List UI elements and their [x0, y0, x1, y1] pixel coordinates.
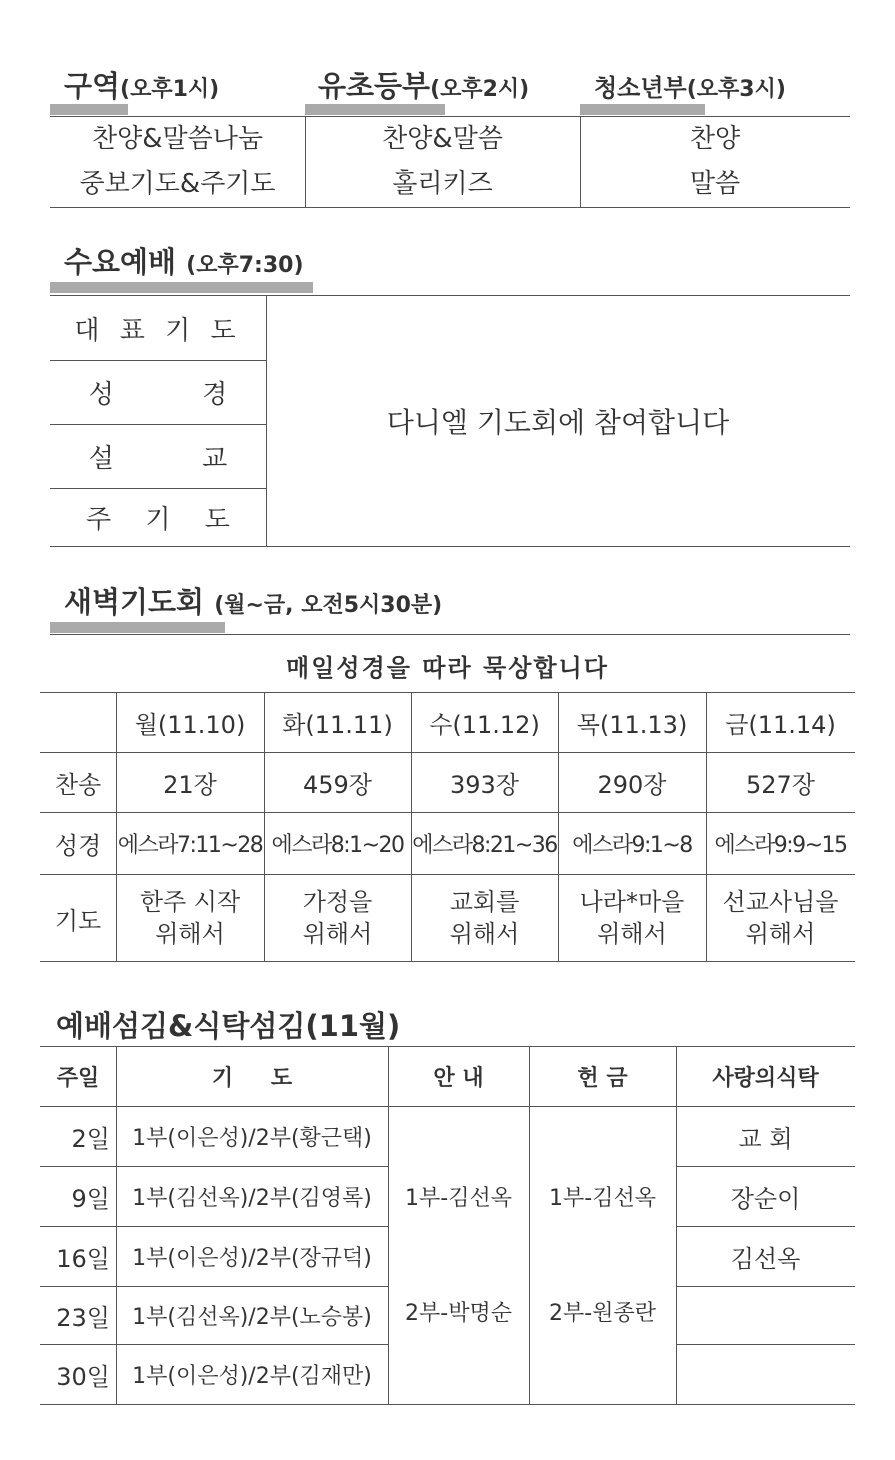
- love-table-assignment: [676, 1345, 855, 1404]
- prayer-assignment: 1부(김선옥)/2부(김영록): [132, 1186, 372, 1211]
- prayer-assignment: 1부(김선옥)/2부(노승봉): [132, 1305, 372, 1330]
- row-label: 기도: [54, 906, 102, 935]
- day-header: 수(11.12): [429, 711, 540, 739]
- section-title: 예배섬김&식탁섬김(11월): [56, 1009, 401, 1043]
- order-label: 설 교: [88, 443, 228, 474]
- title-bar: [580, 104, 705, 115]
- love-table-assignment: [676, 1287, 855, 1344]
- dawn-subtitle: 매일성경을 따라 묵상합니다: [286, 653, 609, 682]
- day-header: 금(11.14): [725, 711, 836, 739]
- scripture-cell: 에스라8:21~36: [412, 833, 557, 858]
- section-title: 새벽기도회 (월~금, 오전5시30분): [64, 585, 443, 619]
- prayer-cell: 선교사님을 위해서: [722, 888, 839, 948]
- column-header: 헌 금: [577, 1066, 628, 1091]
- hymn-cell: 393장: [450, 771, 519, 799]
- day-header: 화(11.11): [282, 711, 393, 739]
- day-header: 월(11.10): [134, 711, 246, 739]
- group-title: 유초등부(오후2시): [318, 69, 530, 103]
- scripture-cell: 에스라7:11~28: [117, 833, 263, 858]
- prayer-cell: 교회를 위해서: [449, 888, 520, 948]
- group-content: 찬양&말씀 홀리키즈: [382, 124, 503, 199]
- scripture-cell: 에스라8:1~20: [271, 833, 404, 858]
- column-header: 안 내: [433, 1066, 484, 1091]
- guide-assignment: 2부-박명순: [405, 1301, 512, 1326]
- scripture-cell: 에스라9:9~15: [714, 833, 847, 858]
- sunday-date: 23일: [56, 1304, 110, 1332]
- group-content: 찬양&말씀나눔 중보기도&주기도: [79, 124, 276, 199]
- title-bar: [50, 282, 313, 293]
- column-header: 기 도: [211, 1066, 293, 1091]
- title-bar: [50, 622, 225, 633]
- guide-assignment: 1부-김선옥: [405, 1186, 512, 1211]
- title-bar: [50, 104, 128, 115]
- row-label: 성경: [54, 832, 102, 860]
- group-title: 청소년부(오후3시): [594, 74, 786, 102]
- offering-assignment: 2부-원종란: [549, 1301, 656, 1326]
- prayer-assignment: 1부(이은성)/2부(장규덕): [132, 1246, 372, 1271]
- group-content: 찬양 말씀: [689, 124, 741, 199]
- hymn-cell: 459장: [303, 771, 372, 799]
- love-table-assignment: 김선옥: [730, 1245, 801, 1273]
- love-table-assignment: 교 회: [738, 1125, 793, 1153]
- order-label: 대 표 기 도: [74, 315, 242, 346]
- prayer-assignment: 1부(이은성)/2부(황근택): [132, 1126, 372, 1151]
- prayer-cell: 가정을 위해서: [302, 888, 373, 948]
- prayer-assignment: 1부(이은성)/2부(김재만): [132, 1364, 372, 1389]
- scripture-cell: 에스라9:1~8: [572, 833, 692, 858]
- sunday-date: 30일: [56, 1363, 110, 1391]
- sunday-date: 2일: [71, 1125, 110, 1153]
- love-table-assignment: 장순이: [730, 1185, 801, 1213]
- hymn-cell: 290장: [597, 771, 667, 799]
- prayer-cell: 나라*마을 위해서: [579, 888, 685, 948]
- column-header: 사랑의식탁: [712, 1066, 819, 1091]
- row-label: 찬송: [54, 771, 102, 799]
- title-bar: [305, 104, 445, 115]
- sunday-date: 9일: [71, 1185, 110, 1213]
- day-header: 목(11.13): [576, 711, 688, 739]
- section-title: 수요예배 (오후7:30): [64, 245, 304, 279]
- hymn-cell: 21장: [163, 771, 217, 799]
- offering-assignment: 1부-김선옥: [549, 1186, 656, 1211]
- column-header: 주일: [56, 1066, 100, 1091]
- group-title: 구역(오후1시): [64, 69, 220, 103]
- wednesday-notice: 다니엘 기도회에 참여합니다: [386, 406, 730, 439]
- order-label: 성 경: [88, 379, 228, 410]
- hymn-cell: 527장: [746, 771, 815, 799]
- sunday-date: 16일: [56, 1245, 110, 1273]
- prayer-cell: 한주 시작 위해서: [139, 888, 241, 948]
- order-label: 주 기 도: [86, 504, 230, 535]
